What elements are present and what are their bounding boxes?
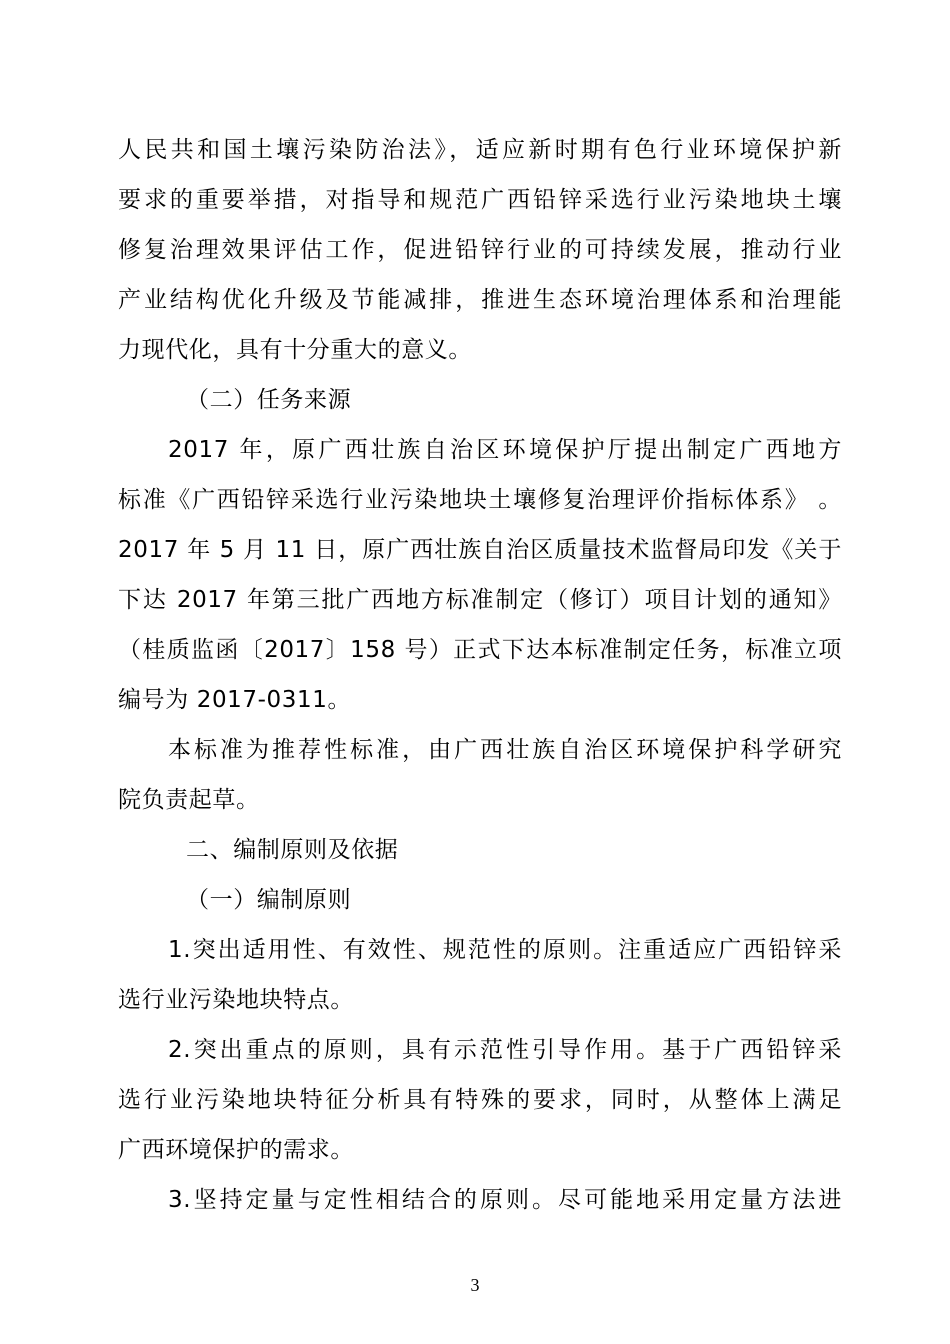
- principle-1-line-1: 1.突出适用性、有效性、规范性的原则。注重适应广西铅锌采: [168, 937, 842, 963]
- paragraph-line-13: 本标准为推荐性标准，由广西壮族自治区环境保护科学研究: [168, 737, 842, 763]
- paragraph-line-1: 人民共和国土壤污染防治法》，适应新时期有色行业环境保护新: [118, 137, 842, 163]
- paragraph-line-11: （桂质监函〔2017〕158 号）正式下达本标准制定任务，标准立项: [118, 637, 842, 663]
- page-number: 3: [470, 1275, 480, 1295]
- principle-2-line-3: 广西环境保护的需求。: [118, 1137, 354, 1163]
- section-heading-task-source: （二）任务来源: [186, 387, 352, 413]
- paragraph-line-4: 产业结构优化升级及节能减排，推进生态环境治理体系和治理能: [118, 287, 842, 313]
- paragraph-line-8: 标准《广西铅锌采选行业污染地块土壤修复治理评价指标体系》 。: [118, 487, 842, 513]
- principle-3-line-1: 3.坚持定量与定性相结合的原则。尽可能地采用定量方法进: [168, 1187, 842, 1213]
- paragraph-line-3: 修复治理效果评估工作，促进铅锌行业的可持续发展，推动行业: [118, 237, 842, 263]
- paragraph-line-9: 2017 年 5 月 11 日，原广西壮族自治区质量技术监督局印发《关于: [118, 537, 842, 563]
- subsection-heading-principles: （一）编制原则: [186, 887, 352, 913]
- paragraph-line-10: 下达 2017 年第三批广西地方标准制定（修订）项目计划的通知》: [118, 587, 842, 613]
- paragraph-line-14: 院负责起草。: [118, 787, 260, 813]
- principle-2-line-2: 选行业污染地块特征分析具有特殊的要求，同时，从整体上满足: [118, 1087, 842, 1113]
- paragraph-line-12: 编号为 2017-0311。: [118, 687, 352, 713]
- paragraph-line-7: 2017 年，原广西壮族自治区环境保护厅提出制定广西地方: [168, 437, 842, 463]
- section-heading-principles-basis: 二、编制原则及依据: [186, 837, 399, 863]
- principle-1-line-2: 选行业污染地块特点。: [118, 987, 354, 1013]
- paragraph-line-2: 要求的重要举措，对指导和规范广西铅锌采选行业污染地块土壤: [118, 187, 842, 213]
- principle-2-line-1: 2.突出重点的原则，具有示范性引导作用。基于广西铅锌采: [168, 1037, 842, 1063]
- paragraph-line-5: 力现代化，具有十分重大的意义。: [118, 337, 472, 363]
